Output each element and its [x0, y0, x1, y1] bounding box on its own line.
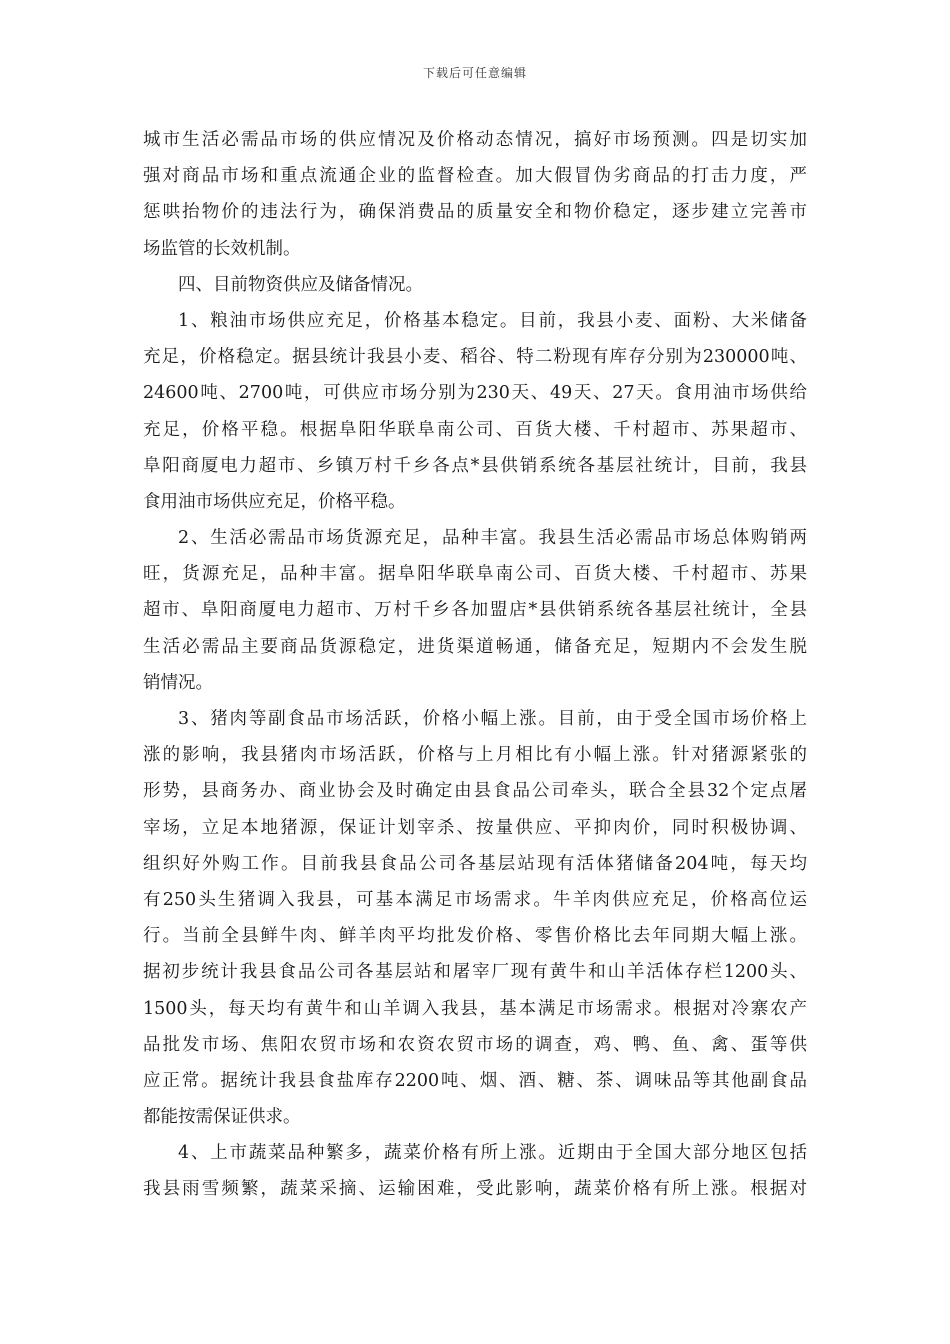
text-line: 行。当前全县鲜牛肉、鲜羊肉平均批发价格、零售价格比去年同期大幅上涨。: [143, 926, 807, 947]
text-line: 超市、阜阳商厦电力超市、万村千乡各加盟店*县供销系统各基层社统计，全县: [143, 600, 807, 621]
text-line: 1500头，每天均有黄牛和山羊调入我县，基本满足市场需求。根据对冷寨农产: [143, 998, 807, 1019]
text-line: 充足，价格平稳。根据阜阳华联阜南公司、百货大楼、千村超市、苏果超市、: [143, 419, 807, 440]
text-line: 品批发市场、焦阳农贸市场和农资农贸市场的调查，鸡、鸭、鱼、禽、蛋等供: [143, 1034, 807, 1055]
document-body: [143, 122, 807, 1208]
text-line: 有250头生猪调入我县，可基本满足市场需求。牛羊肉供应充足，价格高位运: [143, 889, 807, 910]
text-line: 四、目前物资供应及储备情况。: [178, 274, 423, 295]
text-line: 旺，货源充足，品种丰富。据阜阳华联阜南公司、百货大楼、千村超市、苏果: [143, 564, 807, 585]
text-line: 2、生活必需品市场货源充足，品种丰富。我县生活必需品市场总体购销两: [178, 528, 807, 549]
text-line: 都能按需保证供求。: [143, 1107, 301, 1128]
text-line: 阜阳商厦电力超市、乡镇万村千乡各点*县供销系统各基层社统计，目前，我县: [143, 455, 807, 476]
text-line: 销情况。: [143, 672, 213, 693]
text-line: 我县雨雪频繁，蔬菜采摘、运输困难，受此影响，蔬菜价格有所上涨。根据对: [143, 1179, 807, 1200]
text-line: 充足，价格稳定。据县统计我县小麦、稻谷、特二粉现有库存分别为230000吨、: [143, 347, 807, 368]
text-line: 1、粮油市场供应充足，价格基本稳定。目前，我县小麦、面粉、大米储备: [178, 310, 807, 331]
text-line: 场监管的长效机制。: [143, 238, 301, 259]
text-line: 惩哄抬物价的违法行为，确保消费品的质量安全和物价稳定，逐步建立完善市: [143, 202, 807, 223]
text-line: 生活必需品主要商品货源稳定，进货渠道畅通，储备充足，短期内不会发生脱: [143, 636, 807, 657]
text-line: 食用油市场供应充足，价格平稳。: [143, 491, 406, 512]
text-line: 24600吨、2700吨，可供应市场分别为230天、49天、27天。食用油市场供给: [143, 383, 807, 404]
page-header: 下载后可任意编辑: [422, 66, 527, 80]
text-line: 形势，县商务办、商业协会及时确定由县食品公司牵头，联合全县32个定点屠: [143, 781, 807, 802]
text-line: 据初步统计我县食品公司各基层站和屠宰厂现有黄牛和山羊活体存栏1200头、: [143, 962, 807, 983]
text-line: 宰场，立足本地猪源，保证计划宰杀、按量供应、平抑肉价，同时积极协调、: [143, 817, 807, 838]
text-line: 组织好外购工作。目前我县食品公司各基层站现有活体猪储备204吨，每天均: [143, 853, 807, 874]
text-line: 3、猪肉等副食品市场活跃，价格小幅上涨。目前，由于受全国市场价格上: [178, 709, 807, 729]
text-line: 强对商品市场和重点流通企业的监督检查。加大假冒伪劣商品的打击力度，严: [143, 166, 807, 187]
text-line: 涨的影响，我县猪肉市场活跃，价格与上月相比有小幅上涨。针对猪源紧张的: [143, 745, 807, 766]
text-line: 城市生活必需品市场的供应情况及价格动态情况，搞好市场预测。四是切实加: [143, 130, 807, 150]
text-line: 应正常。据统计我县食盐库存2200吨、烟、酒、糖、茶、调味品等其他副食品: [143, 1070, 807, 1091]
text-line: 4、上市蔬菜品种繁多，蔬菜价格有所上涨。近期由于全国大部分地区包括: [178, 1143, 807, 1164]
